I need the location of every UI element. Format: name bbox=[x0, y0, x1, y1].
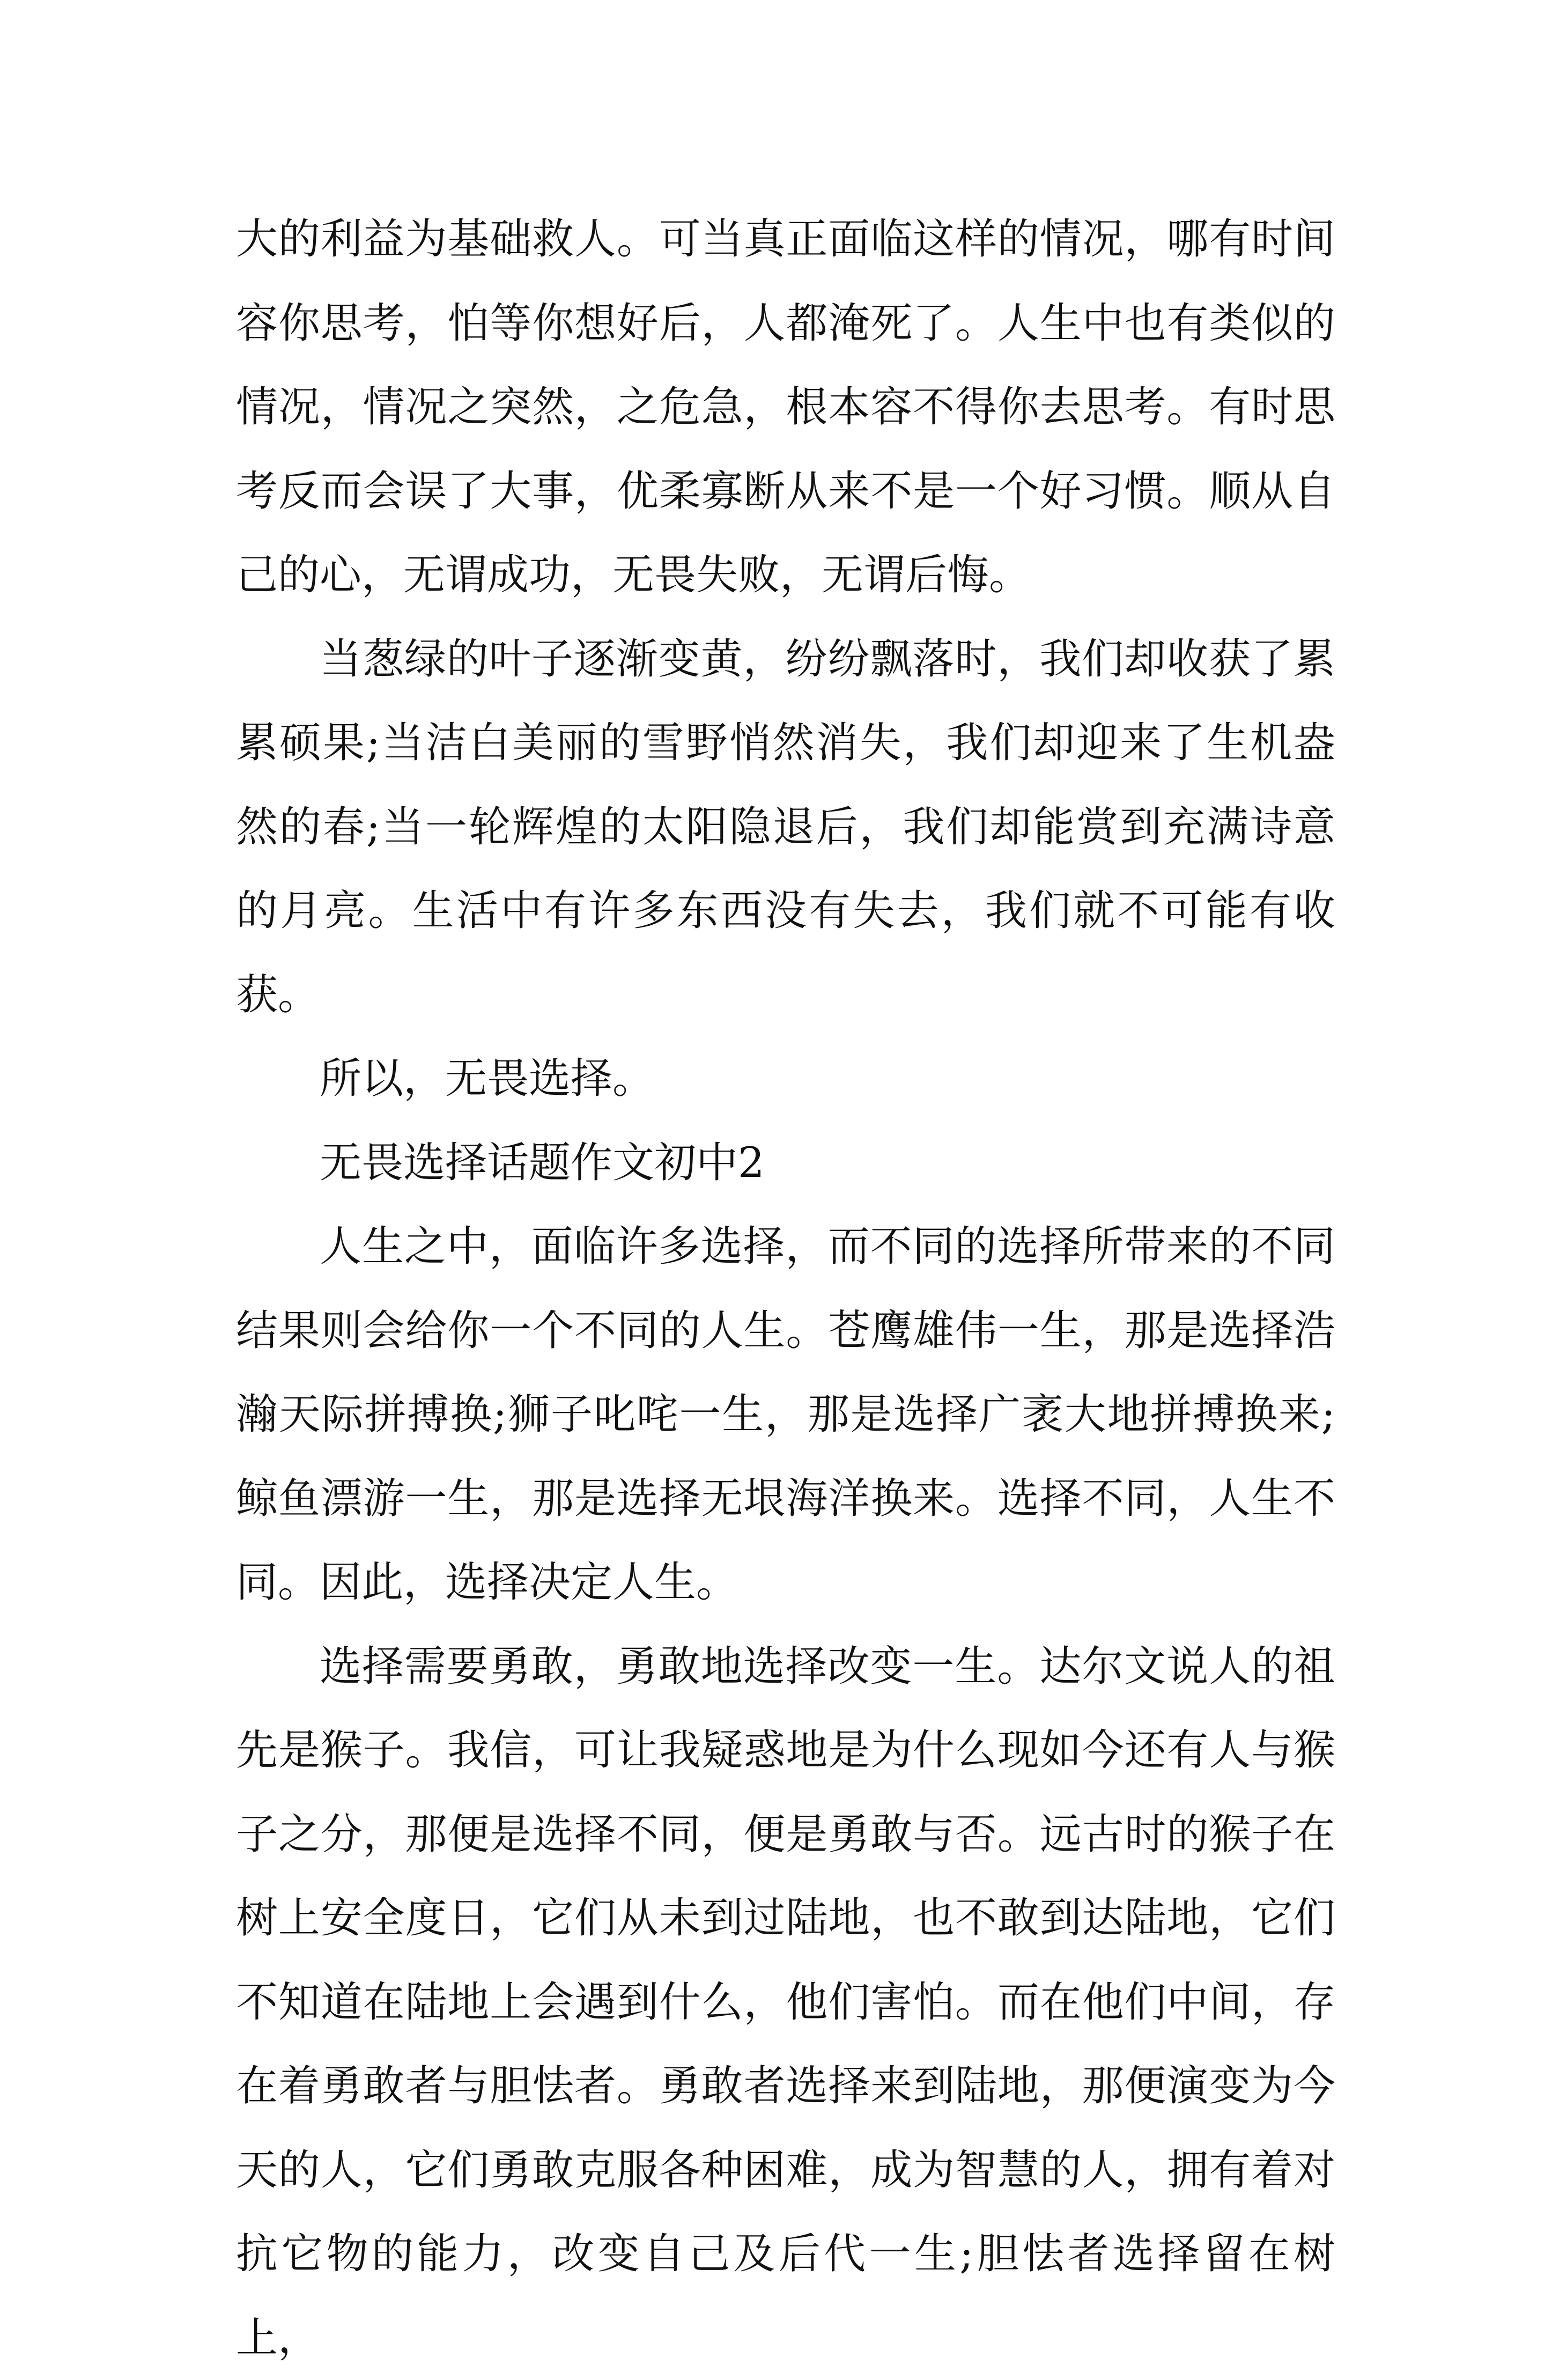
paragraph-continuation: 大的利益为基础救人。可当真正面临这样的情况，哪有时间容你思考，怕等你想好后，人都淹死了。人生中也有类似的情况，情况之突然，之危急，根本容不得你去思考。有时思考反而会误了大事，优柔寡断从来不是一个好习惯。顺从自己的心，无谓成功，无畏失败，无谓后悔。 bbox=[236, 197, 1335, 617]
paragraph-conclusion: 所以，无畏选择。 bbox=[236, 1037, 1335, 1121]
paragraph-courage: 选择需要勇敢，勇敢地选择改变一生。达尔文说人的祖先是猴子。我信，可让我疑惑地是为什么现如今还有人与猴子之分，那便是选择不同，便是勇敢与否。远古时的猴子在树上安全度日，它们从未到过陆地，也不敢到达陆地，它们不知道在陆地上会遇到什么，他们害怕。而在他们中间，存在着勇敢者与胆怯者。勇敢者选择来到陆地，那便演变为今天的人，它们勇敢克服各种困难，成为智慧的人，拥有着对抗它物的能力，改变自己及后代一生;胆怯者选择留在树上， bbox=[236, 1625, 1335, 2380]
document-body bbox=[236, 197, 1335, 2380]
paragraph-life-choices: 人生之中，面临许多选择，而不同的选择所带来的不同结果则会给你一个不同的人生。苍鹰雄伟一生，那是选择浩瀚天际拼搏换;狮子叱咤一生，那是选择广袤大地拼搏换来;鲸鱼漂游一生，那是选择无垠海洋换来。选择不同，人生不同。因此，选择决定人生。 bbox=[236, 1205, 1335, 1625]
paragraph-leaves: 当葱绿的叶子逐渐变黄，纷纷飘落时，我们却收获了累累硕果;当洁白美丽的雪野悄然消失，我们却迎来了生机盎然的春;当一轮辉煌的太阳隐退后，我们却能赏到充满诗意的月亮。生活中有许多东西没有失去，我们就不可能有收获。 bbox=[236, 617, 1335, 1037]
section-heading: 无畏选择话题作文初中2 bbox=[236, 1121, 1335, 1205]
